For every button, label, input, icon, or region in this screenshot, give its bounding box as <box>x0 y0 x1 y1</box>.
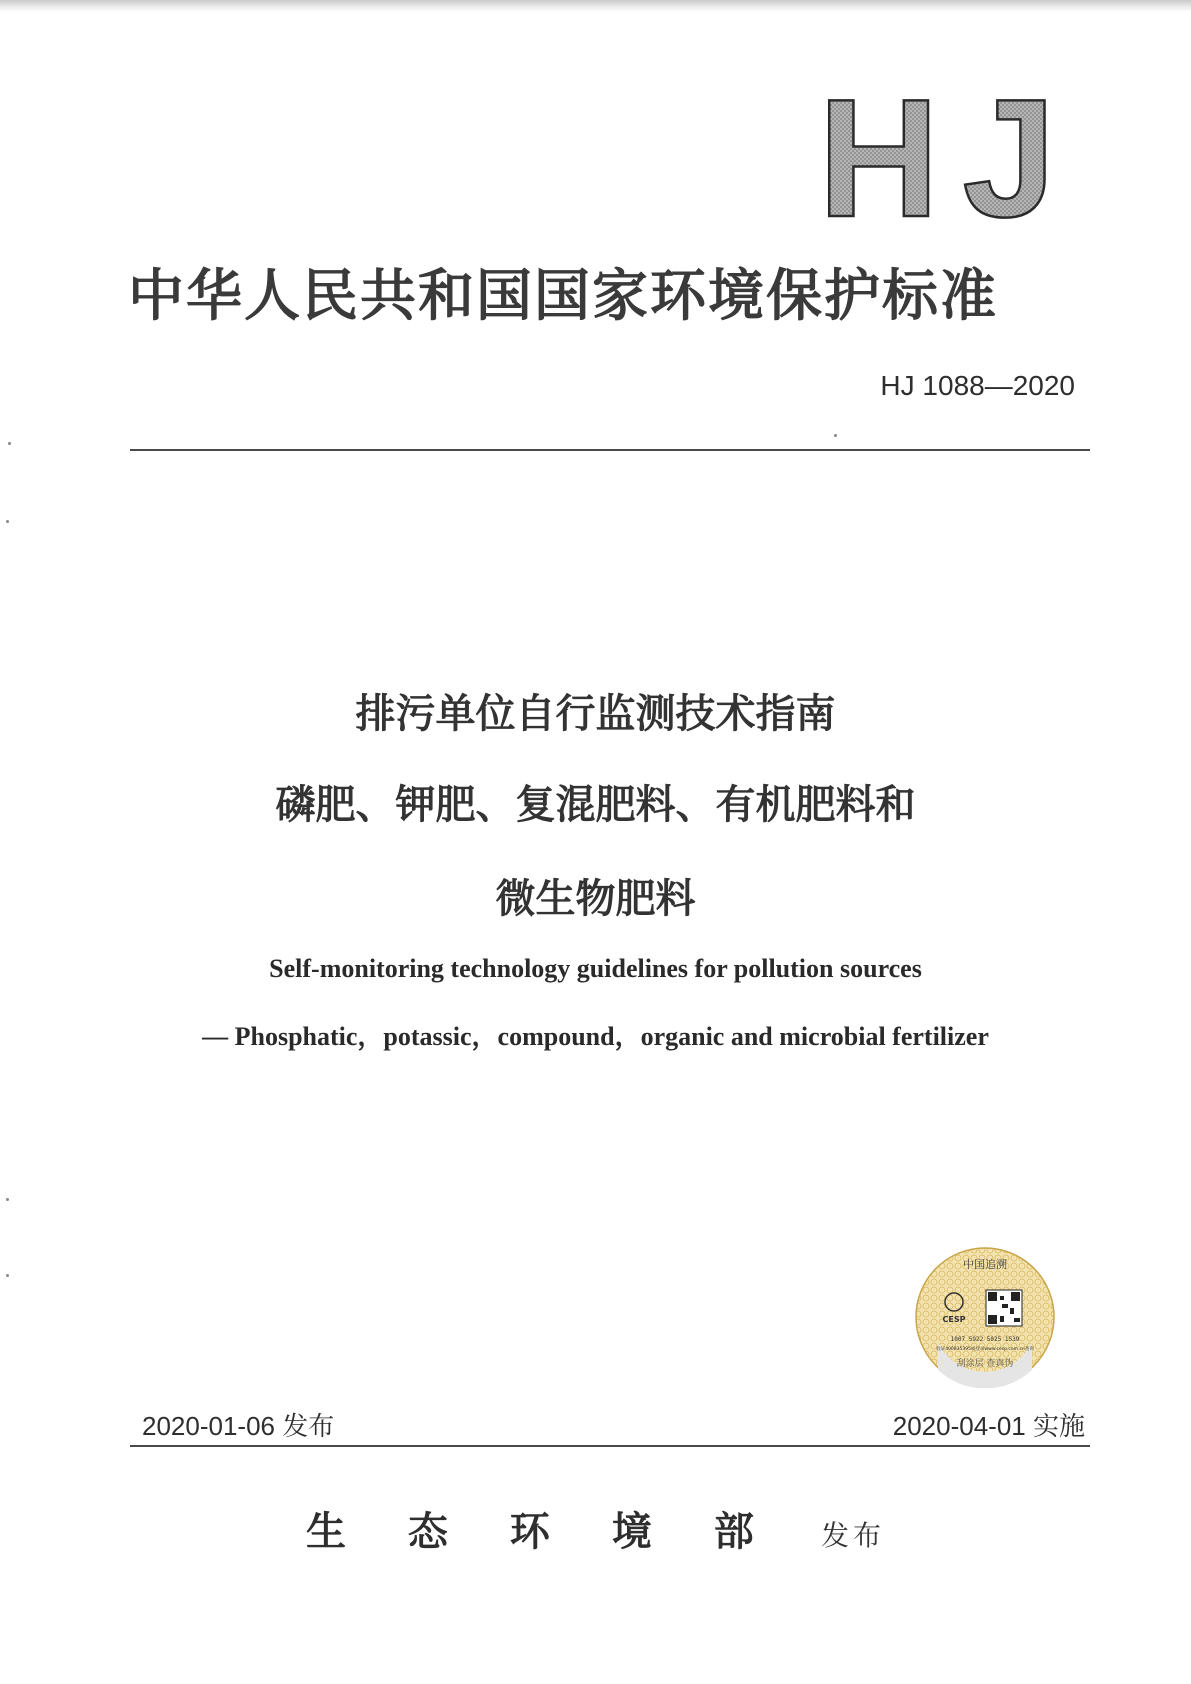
seal-verify-line: 验证400835395或登录www.cesp.com.cn查询 <box>936 1347 1034 1352</box>
en-title-line-2: — Phosphatic，potassic，compound，organic and microbial fertilizer <box>202 1022 989 1051</box>
seal-brand: CESP <box>942 1315 966 1324</box>
qr-code-icon <box>986 1290 1022 1326</box>
seal-scratch-text: 刮涂层 查真伪 <box>956 1359 1014 1369</box>
seal-serial: 1007 5922 5025 1539 <box>950 1336 1020 1343</box>
scan-speck <box>6 520 9 523</box>
top-divider <box>130 449 1090 451</box>
cn-title-line-3: 微生物肥料 <box>495 876 696 922</box>
scan-edge <box>0 0 1191 12</box>
issuer-line <box>0 1500 1191 1557</box>
hj-logo-text: HJ <box>818 92 1056 222</box>
hj-logo <box>818 92 1058 226</box>
anti-counterfeit-seal <box>914 1246 1056 1392</box>
standard-title: 中华人民共和国国家环境保护标准 <box>128 263 998 329</box>
cn-title-line-1: 排污单位自行监测技术指南 <box>355 691 836 737</box>
bottom-divider <box>130 1445 1090 1447</box>
issue-label: 发布 <box>282 1412 335 1442</box>
cn-title-line-2: 磷肥、钾肥、复混肥料、有机肥料和 <box>275 782 916 828</box>
seal-top-text: 中国追溯 <box>963 1258 1007 1271</box>
implement-date-line <box>893 1406 1085 1443</box>
implement-label: 实施 <box>1032 1412 1085 1442</box>
standard-number: HJ 1088—2020 <box>880 370 1075 401</box>
issuer-suffix: 发布 <box>821 1519 886 1552</box>
scan-speck <box>8 442 11 445</box>
scan-speck <box>834 434 837 437</box>
issuer-organization: 生态环境部 <box>305 1508 816 1555</box>
issue-date-line <box>142 1406 334 1443</box>
scan-speck <box>6 1198 9 1201</box>
en-title-line-1: Self-monitoring technology guidelines for pollution sources <box>269 954 922 983</box>
issue-date: 2020-01-06 <box>142 1411 275 1441</box>
implement-date: 2020-04-01 <box>892 1411 1026 1441</box>
scan-speck <box>6 1274 9 1277</box>
